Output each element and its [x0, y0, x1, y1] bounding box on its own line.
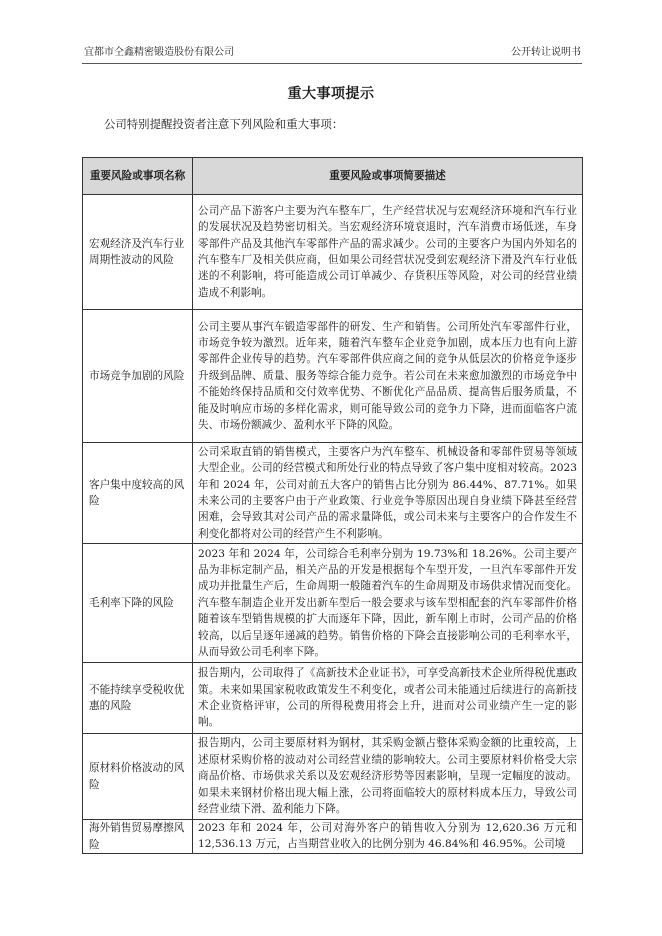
column-header-description: 重要风险或事项简要描述: [193, 158, 583, 195]
table-header-row: [83, 158, 583, 195]
risk-name-cell: 宏观经济及汽车行业周期性波动的风险: [83, 195, 193, 310]
risk-description-cell: 2023 年和 2024 年，公司综合毛利率分别为 19.73%和 18.26%。公司主要产品为非标定制产品，相关产品的开发是根据每个车型开发，一旦汽车零部件开发成功并批量生产后，生命周期一般随着汽车的生命周期及市场供求情况而变化。汽车整车制造企业开发出新车型后一般会要求与该车型相配套的汽车零部件价格随着该车型销售规模的扩大而逐年下降，因此，新车刚上市时，公司产品的价格较高，以后呈逐年递减的趋势。销售价格的下降会直接影响公司的毛利率水平，从而导致公司毛利率下降。: [193, 544, 583, 663]
table-row: [83, 734, 583, 820]
page-header: [84, 46, 581, 62]
risk-name-cell: 市场竞争加剧的风险: [83, 310, 193, 443]
table-row: [83, 443, 583, 544]
risk-description-cell: 公司采取直销的销售模式，主要客户为汽车整车、机械设备和零部件贸易等领域大型企业。公司的经营模式和所处行业的特点导致了客户集中度相对较高。2023 年和 2024 年，公司对前五大客户的销售占比分别为 86.44%、87.71%。如果未来公司的主要客户由于产业政策、行业竞争等原因出现自身业绩下降甚至经营困难，会导致其对公司产品的需求量降低，或公司未来与主要客户的合作发生不利变化都将对公司的经营产生不利影响。: [193, 443, 583, 544]
risk-name-cell: 毛利率下降的风险: [83, 544, 193, 663]
risk-name-cell: 客户集中度较高的风险: [83, 443, 193, 544]
table-row: [83, 820, 583, 854]
risk-name-cell: 不能持续享受税收优惠的风险: [83, 663, 193, 734]
column-header-name: 重要风险或事项名称: [83, 158, 193, 195]
risk-description-cell: [193, 820, 583, 854]
risk-name-cell: 原材料价格波动的风险: [83, 734, 193, 820]
table-row: [83, 195, 583, 310]
header-document-type: 公开转让说明书: [511, 47, 581, 58]
header-divider: [82, 63, 582, 64]
table-row: [83, 544, 583, 663]
table-row: [83, 310, 583, 443]
risk-description-text: 2023 年和 2024 年，公司对海外客户的销售收入分别为 12,620.36 万元和 12,536.13 万元，占当期营业收入的比例分别为 46.84%和 46.95%。公司境: [198, 822, 577, 851]
risk-name-cell: 海外销售贸易摩擦风险: [83, 820, 193, 854]
risk-description-cell: 公司主要从事汽车锻造零部件的研发、生产和销售。公司所处汽车零部件行业，市场竞争较为激烈。近年来，随着汽车整车企业竞争加剧，成本压力也有向上游零部件企业传导的趋势。汽车零部件供应商之间的竞争从低层次的价格竞争逐步升级到品牌、质量、服务等综合能力竞争。若公司在未来愈加激烈的市场竞争中不能始终保持品质和交付效率优势、不断优化产品品质、提高售后服务质量，不能及时响应市场的多样化需求，则可能导致公司的竞争力下降，进而面临客户流失、市场份额减少、盈利水平下降的风险。: [193, 310, 583, 443]
risk-description-cell: 公司产品下游客户主要为汽车整车厂，生产经营状况与宏观经济环境和汽车行业的发展状况及趋势密切相关。当宏观经济环境衰退时，汽车消费市场低迷，车身零部件产品及其他汽车零部件产品的需求减少。公司的主要客户为国内外知名的汽车整车厂及相关供应商，但如果公司经营状况受到宏观经济下滑及汽车行业低迷的不利影响，将可能造成公司订单减少、存货积压等风险，对公司的经营业绩造成不利影响。: [193, 195, 583, 310]
header-company-name: 宜都市仝鑫精密锻造股份有限公司: [84, 47, 234, 58]
section-title: 重大事项提示: [287, 86, 375, 102]
intro-paragraph: 公司特别提醒投资者注意下列风险和重大事项：: [104, 117, 344, 131]
risk-description-cell: 报告期内，公司取得了《高新技术企业证书》，可享受高新技术企业所得税优惠政策。未来如果国家税收政策发生不利变化，或者公司未能通过后续进行的高新技术企业资格评审，公司的所得税费用将会上升，进而对公司业绩产生一定的影响。: [193, 663, 583, 734]
risk-table: [82, 157, 583, 854]
risk-description-cell: 报告期内，公司主要原材料为钢材，其采购金额占整体采购金额的比重较高，上述原材采购价格的波动对公司经营业绩的影响较大。公司主要原材料价格受大宗商品价格、市场供求关系以及宏观经济形势等因素影响，呈现一定幅度的波动。如果未来钢材价格出现大幅上涨，公司将面临较大的原材料成本压力，导致公司经营业绩下滑、盈利能力下降。: [193, 734, 583, 820]
table-row: [83, 663, 583, 734]
